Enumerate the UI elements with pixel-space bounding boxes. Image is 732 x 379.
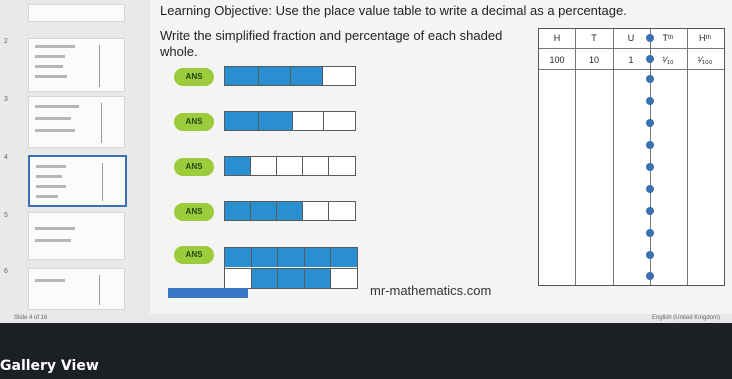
fraction-grid [224, 247, 358, 289]
thumbnail-number: 6 [4, 268, 8, 275]
decimal-point-dot [646, 34, 654, 42]
decimal-point-dot [646, 75, 654, 83]
pv-value: 10 [588, 55, 599, 65]
slide-thumbnail[interactable] [28, 96, 125, 148]
decimal-point-dot [646, 251, 654, 259]
slide-thumbnail-active[interactable] [28, 155, 127, 207]
fraction-bar [224, 111, 356, 131]
pv-value: ¹⁄₁₀ [662, 55, 674, 65]
decimal-point-dot [646, 207, 654, 215]
slide-counter: Slide 4 of 16 [14, 315, 48, 321]
pv-value: 100 [549, 55, 565, 65]
thumbnail-number: 4 [4, 154, 8, 161]
gallery-view-label: Gallery View [0, 358, 99, 374]
fraction-bar [224, 201, 356, 221]
decimal-point-dot [646, 119, 654, 127]
pv-header: Hᵗʰ [699, 33, 711, 43]
decimal-point-dot [646, 97, 654, 105]
language-indicator[interactable]: English (United Kingdom) [651, 315, 720, 321]
decimal-point-dot [646, 272, 654, 280]
place-value-table [538, 28, 725, 286]
thumbnail-number: 5 [4, 212, 8, 219]
pv-header: Tᵗʰ [662, 33, 674, 43]
decimal-point-dot [646, 185, 654, 193]
decimal-point-dot [646, 229, 654, 237]
slide-thumbnail-strip[interactable] [0, 0, 150, 314]
ans-button[interactable]: ANS [174, 113, 214, 131]
ans-button[interactable]: ANS [174, 246, 214, 264]
slide-thumbnail[interactable] [28, 38, 125, 92]
instruction-text: Write the simplified fraction and percentage of each shaded whole. [160, 28, 503, 59]
thumbnail-number: 3 [4, 96, 8, 103]
pv-header: H [553, 33, 561, 43]
footer-bar [168, 288, 248, 298]
website-credit: mr-mathematics.com [370, 283, 492, 298]
thumbnail-number: 2 [4, 38, 8, 45]
slide-thumbnail[interactable] [28, 4, 125, 22]
pv-value: 1 [628, 55, 634, 65]
decimal-point-dot [646, 55, 654, 63]
ans-button[interactable]: ANS [174, 158, 214, 176]
status-bar [0, 314, 732, 323]
slide-thumbnail[interactable] [28, 212, 125, 260]
ans-button[interactable]: ANS [174, 68, 214, 86]
slide-thumbnail[interactable] [28, 268, 125, 310]
pv-header: T [591, 33, 597, 43]
decimal-point-dot [646, 141, 654, 149]
learning-objective: Learning Objective: Use the place value table to write a decimal as a percentage. [160, 3, 627, 18]
ans-button[interactable]: ANS [174, 203, 214, 221]
fraction-bar [224, 156, 356, 176]
pv-value: ¹⁄₁₀₀ [697, 55, 713, 65]
decimal-point-dot [646, 163, 654, 171]
fraction-bar [224, 66, 356, 86]
pv-header: U [627, 33, 635, 43]
